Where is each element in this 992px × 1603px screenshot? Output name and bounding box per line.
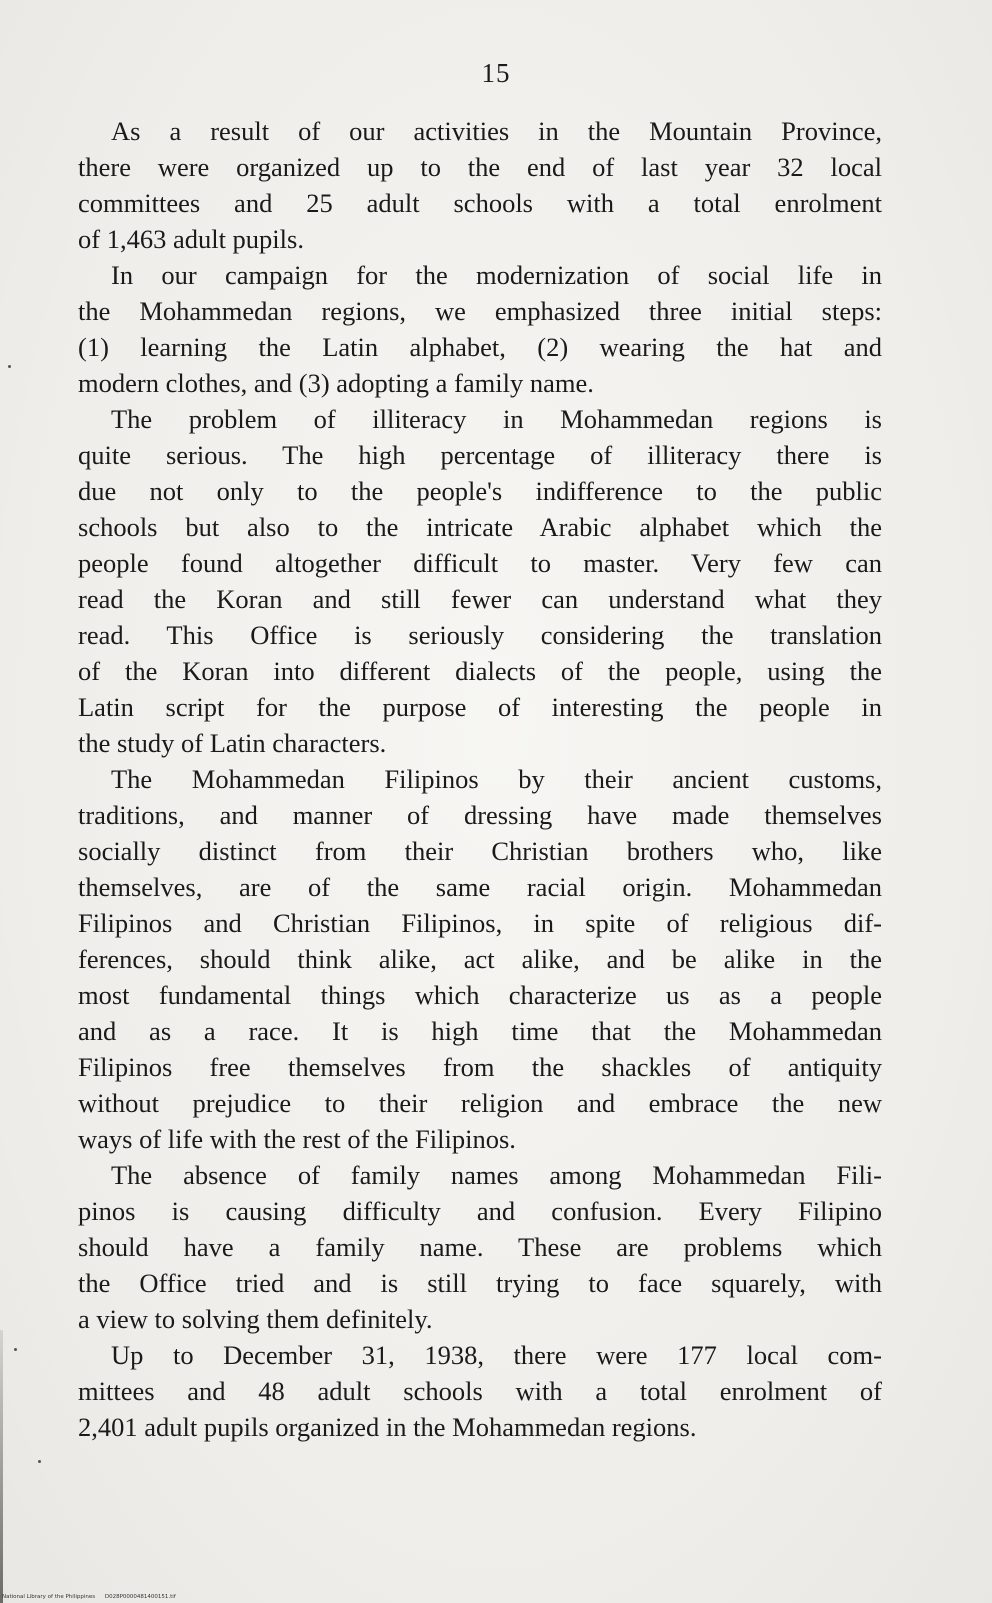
text-line: The Mohammedan Filipinos by their ancient customs, bbox=[111, 764, 882, 794]
paragraph-mountain-province bbox=[78, 113, 882, 257]
text-line: (1) learning the Latin alphabet, (2) wearing the hat and bbox=[78, 332, 882, 362]
text-line: Filipinos and Christian Filipinos, in spite of religious dif- bbox=[78, 908, 882, 938]
text-line: without prejudice to their religion and embrace the new bbox=[78, 1088, 882, 1118]
text-line: most fundamental things which characterize us as a people bbox=[78, 980, 882, 1010]
page-edge-shadow bbox=[0, 1330, 3, 1603]
text-line: Up to December 31, 1938, there were 177 local com- bbox=[111, 1340, 882, 1370]
text-line: should have a family name. These are problems which bbox=[78, 1232, 882, 1262]
text-line: due not only to the people's indifference to the public bbox=[78, 476, 882, 506]
text-line: pinos is causing difficulty and confusion. Every Filipino bbox=[78, 1196, 882, 1226]
text-line: of the Koran into different dialects of the people, using the bbox=[78, 656, 882, 686]
paragraph-december-1938-totals bbox=[78, 1337, 882, 1445]
text-line: The problem of illiteracy in Mohammedan regions is bbox=[111, 404, 882, 434]
paragraph-illiteracy-problem bbox=[78, 401, 882, 761]
text-line: 2,401 adult pupils organized in the Mohammedan regions. bbox=[78, 1412, 697, 1442]
text-line: ferences, should think alike, act alike, and be alike in the bbox=[78, 944, 882, 974]
text-line: themselves, are of the same racial origin. Mohammedan bbox=[78, 872, 882, 902]
text-line: modern clothes, and (3) adopting a family name. bbox=[78, 368, 594, 398]
text-line: mittees and 48 adult schools with a total enrolment of bbox=[78, 1376, 882, 1406]
text-line: the study of Latin characters. bbox=[78, 728, 387, 758]
paragraph-family-names bbox=[78, 1157, 882, 1337]
scan-credit-institution: National Library of the Philippines bbox=[2, 1594, 96, 1600]
text-line: schools but also to the intricate Arabic alphabet which the bbox=[78, 512, 882, 542]
text-line: In our campaign for the modernization of social life in bbox=[111, 260, 882, 290]
text-line: traditions, and manner of dressing have made themselves bbox=[78, 800, 882, 830]
paragraph-mohammedan-filipinos bbox=[78, 761, 882, 1157]
scan-speck bbox=[14, 1348, 17, 1351]
text-line: of 1,463 adult pupils. bbox=[78, 224, 304, 254]
text-line: Latin script for the purpose of interesting the people in bbox=[78, 692, 882, 722]
text-line: ways of life with the rest of the Filipinos. bbox=[78, 1124, 516, 1154]
text-line: a view to solving them definitely. bbox=[78, 1304, 433, 1334]
body-text bbox=[78, 113, 882, 1445]
text-line: read. This Office is seriously considering the translation bbox=[78, 620, 882, 650]
text-line: and as a race. It is high time that the Mohammedan bbox=[78, 1016, 882, 1046]
scan-credit-id: D028P0000481400151.tif bbox=[104, 1594, 176, 1600]
text-line: there were organized up to the end of last year 32 local bbox=[78, 152, 882, 182]
paragraph-modernization-campaign bbox=[78, 257, 882, 401]
text-line: people found altogether difficult to master. Very few can bbox=[78, 548, 882, 578]
text-line: the Office tried and is still trying to face squarely, with bbox=[78, 1268, 882, 1298]
text-line: Filipinos free themselves from the shackles of antiquity bbox=[78, 1052, 882, 1082]
text-line: read the Koran and still fewer can understand what they bbox=[78, 584, 882, 614]
text-line: quite serious. The high percentage of illiteracy there is bbox=[78, 440, 882, 470]
scan-speck bbox=[8, 365, 11, 368]
text-line: socially distinct from their Christian brothers who, like bbox=[78, 836, 882, 866]
page-number: 15 bbox=[481, 58, 511, 88]
text-line: The absence of family names among Mohammedan Fili- bbox=[111, 1160, 882, 1190]
scan-speck bbox=[38, 1460, 41, 1463]
text-line: the Mohammedan regions, we emphasized three initial steps: bbox=[78, 296, 882, 326]
text-line: As a result of our activities in the Mountain Province, bbox=[111, 116, 882, 146]
scan-credit-footer bbox=[2, 1594, 176, 1600]
text-line: committees and 25 adult schools with a total enrolment bbox=[78, 188, 882, 218]
